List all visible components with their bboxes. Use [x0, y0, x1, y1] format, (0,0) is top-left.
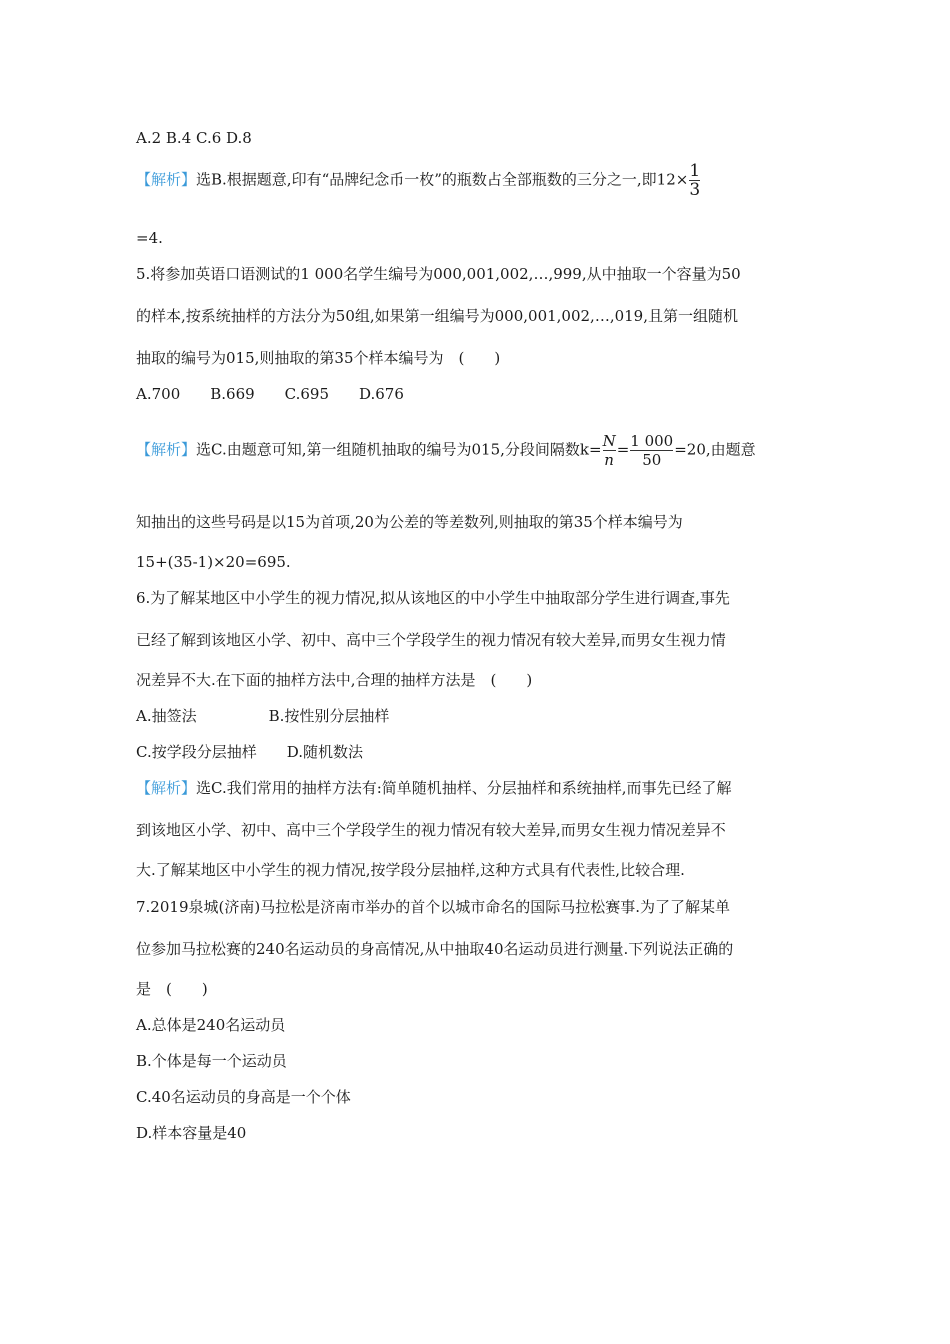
- q5-analysis-tail: =20,由题意: [674, 440, 756, 459]
- q5-analysis-line3: 15+(35-1)×20=695.: [136, 553, 291, 571]
- q6-option-c: C.按学段分层抽样: [136, 743, 257, 761]
- q7-stem-line3: 是 ( ): [136, 980, 208, 998]
- q6-options-row2: [136, 742, 363, 762]
- q4-analysis-end: =4.: [136, 229, 163, 247]
- q5-stem-line3: 抽取的编号为015,则抽取的第35个样本编号为 ( ): [136, 349, 501, 367]
- q5-stem-line2: 的样本,按系统抽样的方法分为50组,如果第一组编号为000,001,002,…,019,且第一组随机: [136, 307, 738, 325]
- q5-analysis: 【解析】选C.由题意可知,第一组随机抽取的编号为015,分段间隔数k= $\frac{N}{n}$ = $\frac{1 000}{50}$ =20,由题意: [136, 432, 756, 469]
- q6-option-d: D.随机数法: [286, 743, 363, 761]
- q6-stem-line3: 况差异不大.在下面的抽样方法中,合理的抽样方法是 ( ): [136, 671, 533, 689]
- q6-option-b: B.按性别分层抽样: [268, 707, 390, 725]
- q5-stem-line1: 5.将参加英语口语测试的1 000名学生编号为000,001,002,…,999,从中抽取一个容量为50: [136, 265, 741, 283]
- q6-analysis-line2: 到该地区小学、初中、高中三个学段学生的视力情况有较大差异,而男女生视力情况差异不: [136, 821, 726, 839]
- q6-analysis-line3: 大.了解某地区中小学生的视力情况,按学段分层抽样,这种方式具有代表性,比较合理.: [136, 861, 685, 879]
- q6-stem-line1: 6.为了解某地区中小学生的视力情况,拟从该地区的中小学生中抽取部分学生进行调查,事先: [136, 589, 730, 607]
- q4-analysis-text: 选B.根据题意,印有“品牌纪念币一枚”的瓶数占全部瓶数的三分之一,即12×: [196, 170, 689, 189]
- analysis-tag: 【解析】: [136, 440, 197, 459]
- q6-options-row1: [136, 706, 389, 726]
- q5-option-a: A.700: [136, 385, 181, 403]
- analysis-tag: 【解析】: [136, 170, 197, 189]
- q6-analysis-text: 选C.我们常用的抽样方法有:简单随机抽样、分层抽样和系统抽样,而事先已经了解: [196, 779, 732, 797]
- q7-option-d: D.样本容量是40: [136, 1124, 247, 1142]
- q5-analysis-text: 选C.由题意可知,第一组随机抽取的编号为015,分段间隔数k=: [196, 440, 602, 459]
- q5-option-d: D.676: [359, 385, 404, 403]
- q4-fraction: $\frac{1}{3}$: [689, 161, 701, 200]
- q6-option-a: A.抽签法: [136, 707, 197, 725]
- q6-analysis: [136, 778, 732, 798]
- q7-option-a: A.总体是240名运动员: [136, 1016, 286, 1034]
- q5-options: [136, 384, 404, 404]
- q4-options: A.2 B.4 C.6 D.8: [136, 129, 252, 147]
- q5-option-c: C.695: [284, 385, 329, 403]
- q7-option-b: B.个体是每一个运动员: [136, 1052, 287, 1070]
- analysis-tag: 【解析】: [136, 779, 197, 797]
- q7-stem-line2: 位参加马拉松赛的240名运动员的身高情况,从中抽取40名运动员进行测量.下列说法正确的: [136, 940, 734, 958]
- q4-analysis: [136, 162, 701, 199]
- q5-fraction-1000: $\frac{1 000}{50}$: [630, 432, 674, 469]
- q6-stem-line2: 已经了解到该地区小学、初中、高中三个学段学生的视力情况有较大差异,而男女生视力情: [136, 631, 726, 649]
- q7-option-c: C.40名运动员的身高是一个个体: [136, 1088, 351, 1106]
- q7-stem-line1: 7.2019泉城(济南)马拉松是济南市举办的首个以城市命名的国际马拉松赛事.为了了解某单: [136, 898, 730, 916]
- q5-analysis-line2: 知抽出的这些号码是以15为首项,20为公差的等差数列,则抽取的第35个样本编号为: [136, 513, 683, 531]
- q5-option-b: B.669: [210, 385, 255, 403]
- q5-fraction-n: $\frac{N}{n}$: [602, 432, 616, 469]
